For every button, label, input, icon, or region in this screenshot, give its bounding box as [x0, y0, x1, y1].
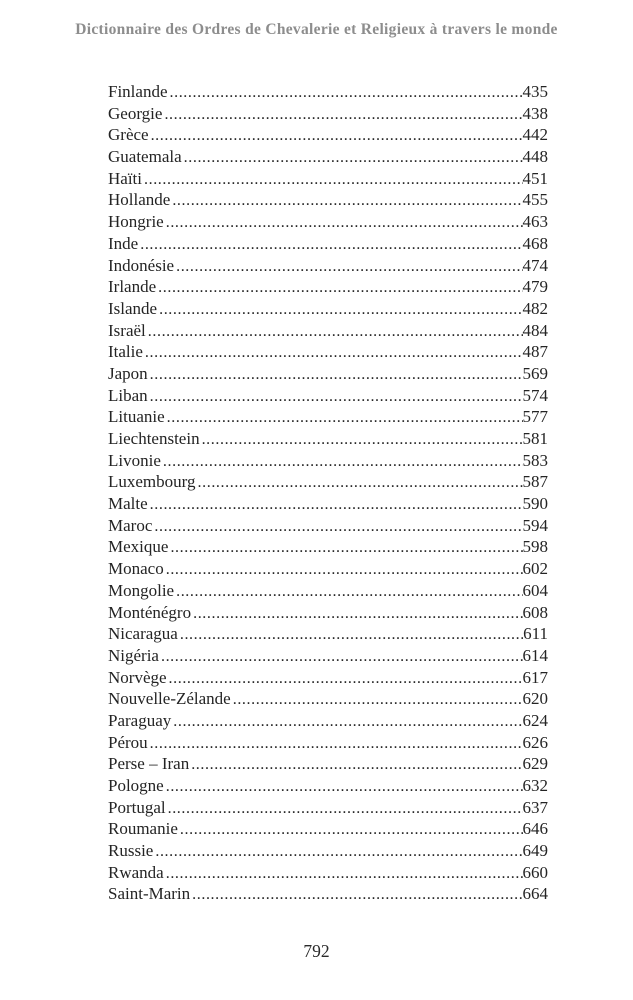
toc-entry-page: 617	[522, 667, 548, 687]
page-number: 792	[303, 941, 330, 961]
dot-leader	[150, 386, 523, 406]
toc-entry-label: Maroc	[108, 515, 153, 535]
toc-entry-label: Russie	[108, 841, 154, 861]
toc-entry	[108, 299, 548, 321]
dot-leader	[198, 472, 523, 492]
dot-leader	[184, 147, 523, 167]
toc-entry-page: 594	[522, 515, 548, 535]
toc-entry	[108, 841, 548, 863]
toc-entry	[108, 819, 548, 841]
toc-entry	[108, 169, 548, 191]
toc-entry	[108, 342, 548, 364]
toc-entry-label: Irlande	[108, 277, 157, 297]
dot-leader	[151, 125, 523, 145]
toc-entry-label: Finlande	[108, 82, 168, 101]
toc-entry-page: 649	[522, 841, 548, 861]
toc-entry-label: Monténégro	[108, 602, 192, 622]
dot-leader	[202, 429, 523, 449]
toc-entry	[108, 603, 548, 625]
dot-leader	[167, 407, 523, 427]
dot-leader	[176, 256, 522, 276]
dot-leader	[166, 863, 523, 883]
dot-leader	[193, 603, 522, 623]
toc-entry-page: 626	[522, 732, 548, 752]
dot-leader	[150, 733, 523, 753]
toc-entry	[108, 494, 548, 516]
toc-entry	[108, 104, 548, 126]
toc-entry	[108, 277, 548, 299]
toc-entry-page: 587	[522, 472, 548, 492]
toc-entry	[108, 429, 548, 451]
toc-entry-page: 468	[522, 233, 548, 253]
toc-entry-label: Pologne	[108, 776, 164, 795]
toc-entry	[108, 711, 548, 733]
toc-entry	[108, 364, 548, 386]
toc-entry	[108, 798, 548, 820]
toc-entry-label: Haïti	[108, 168, 142, 188]
toc-entry-page: 646	[522, 819, 548, 839]
toc-entry-label: Inde	[108, 233, 139, 253]
toc-entry-label: Saint-Marin	[108, 884, 191, 904]
dot-leader	[150, 364, 523, 384]
toc-entry-label: Paraguay	[108, 710, 172, 730]
toc-entry-label: Grèce	[108, 125, 149, 145]
toc-entry-page: 474	[522, 255, 548, 275]
toc-entry-label: Monaco	[108, 559, 164, 579]
toc-entry	[108, 733, 548, 755]
toc-entry-page: 602	[522, 559, 548, 579]
toc-entry	[108, 234, 548, 256]
toc-entry-page: 632	[522, 776, 548, 795]
toc-entry-label: Indonésie	[108, 255, 175, 275]
dot-leader	[164, 104, 522, 124]
running-head-title: Dictionnaire des Ordres de Chevalerie et Religieux à travers le monde	[75, 21, 558, 38]
toc-entry-page: 438	[522, 103, 548, 123]
toc-entry-page: 637	[522, 797, 548, 817]
toc-entry-label: Japon	[108, 363, 148, 383]
toc-entry-page: 451	[522, 168, 548, 188]
toc-entry-page: 620	[522, 689, 548, 709]
dot-leader	[154, 516, 522, 536]
toc-entry	[108, 147, 548, 169]
dot-leader	[192, 884, 522, 904]
toc-entry-label: Israël	[108, 320, 146, 340]
toc-entry	[108, 581, 548, 603]
toc-entry-label: Mexique	[108, 537, 169, 557]
toc-entry	[108, 689, 548, 711]
dot-leader	[161, 646, 523, 666]
toc-entry	[108, 646, 548, 668]
toc-entry-page: 487	[522, 342, 548, 362]
toc-entry-page: 581	[522, 429, 548, 448]
toc-entry-page: 442	[522, 125, 548, 145]
toc-entry	[108, 472, 548, 494]
toc-entry-page: 664	[522, 884, 548, 904]
toc-entry	[108, 190, 548, 212]
toc-entry-page: 448	[522, 147, 548, 167]
toc-entry-page: 624	[522, 710, 548, 730]
dot-leader	[155, 841, 522, 861]
dot-leader	[170, 82, 523, 102]
toc-entry-page: 479	[522, 277, 548, 297]
toc-entry-label: Luxembourg	[108, 472, 196, 492]
toc-entry-page: 569	[522, 363, 548, 383]
toc-entry	[108, 321, 548, 343]
toc-entry	[108, 884, 548, 906]
toc-entry-label: Liban	[108, 385, 148, 405]
toc-entry-label: Livonie	[108, 450, 161, 470]
toc-entry	[108, 125, 548, 147]
dot-leader	[180, 819, 523, 839]
toc-entry	[108, 776, 548, 798]
toc-entry-label: Roumanie	[108, 819, 178, 839]
toc-entry	[108, 256, 548, 278]
toc-entry-label: Hollande	[108, 190, 171, 210]
toc-entry-label: Liechtenstein	[108, 429, 200, 448]
dot-leader	[233, 689, 523, 709]
toc-entry-page: 604	[522, 580, 548, 600]
toc-entry	[108, 516, 548, 538]
dot-leader	[172, 190, 522, 210]
dot-leader	[150, 494, 523, 514]
toc-entry	[108, 863, 548, 885]
dot-leader	[180, 624, 523, 644]
toc-entry-page: 660	[522, 862, 548, 882]
toc-entry-page: 577	[522, 407, 548, 427]
dot-leader	[169, 668, 523, 688]
dot-leader	[163, 451, 523, 471]
toc-entry-label: Nigéria	[108, 645, 159, 665]
toc-entry	[108, 212, 548, 234]
toc-entry-page: 598	[522, 537, 548, 557]
toc-entry-page: 614	[522, 645, 548, 665]
dot-leader	[168, 798, 523, 818]
toc-entry	[108, 451, 548, 473]
toc-entry-page: 608	[522, 602, 548, 622]
toc-entry-page: 455	[522, 190, 548, 210]
toc-entry-label: Norvège	[108, 667, 167, 687]
dot-leader	[166, 776, 523, 796]
toc-entry-label: Islande	[108, 298, 158, 318]
toc-entry-page: 611	[523, 624, 548, 644]
toc-entry-label: Perse – Iran	[108, 754, 190, 774]
toc-entry-label: Pérou	[108, 732, 148, 752]
toc-entry	[108, 407, 548, 429]
toc-entry-page: 435	[522, 82, 548, 101]
toc-list	[108, 82, 548, 906]
toc-entry-page: 629	[522, 754, 548, 774]
toc-entry	[108, 82, 548, 104]
toc-entry	[108, 624, 548, 646]
toc-entry	[108, 754, 548, 776]
toc-entry-page: 574	[522, 385, 548, 405]
toc-entry-label: Georgie	[108, 103, 163, 123]
toc-entry-page: 590	[522, 494, 548, 514]
dot-leader	[158, 277, 522, 297]
toc-entry-label: Lituanie	[108, 407, 165, 427]
toc-entry-label: Italie	[108, 342, 143, 362]
dot-leader	[145, 342, 523, 362]
dot-leader	[166, 559, 523, 579]
toc-entry-label: Nicaragua	[108, 624, 178, 644]
dot-leader	[176, 581, 522, 601]
toc-entry-label: Portugal	[108, 797, 166, 817]
dot-leader	[148, 321, 523, 341]
toc-entry-label: Rwanda	[108, 862, 164, 882]
toc-entry	[108, 668, 548, 690]
dot-leader	[170, 537, 522, 557]
toc-entry	[108, 559, 548, 581]
toc-entry-label: Hongrie	[108, 212, 164, 232]
toc-entry-label: Nouvelle-Zélande	[108, 689, 231, 709]
dot-leader	[140, 234, 522, 254]
toc-entry-page: 463	[522, 212, 548, 232]
toc-entry-label: Malte	[108, 494, 148, 514]
dot-leader	[191, 754, 522, 774]
toc-entry-label: Mongolie	[108, 580, 175, 600]
dot-leader	[173, 711, 522, 731]
dot-leader	[144, 169, 523, 189]
toc-entry-page: 484	[522, 320, 548, 340]
toc-entry-page: 583	[522, 450, 548, 470]
toc-entry	[108, 537, 548, 559]
toc-entry-label: Guatemala	[108, 147, 182, 167]
toc-entry-page: 482	[522, 298, 548, 318]
dot-leader	[159, 299, 522, 319]
dot-leader	[166, 212, 523, 232]
toc-entry	[108, 386, 548, 408]
